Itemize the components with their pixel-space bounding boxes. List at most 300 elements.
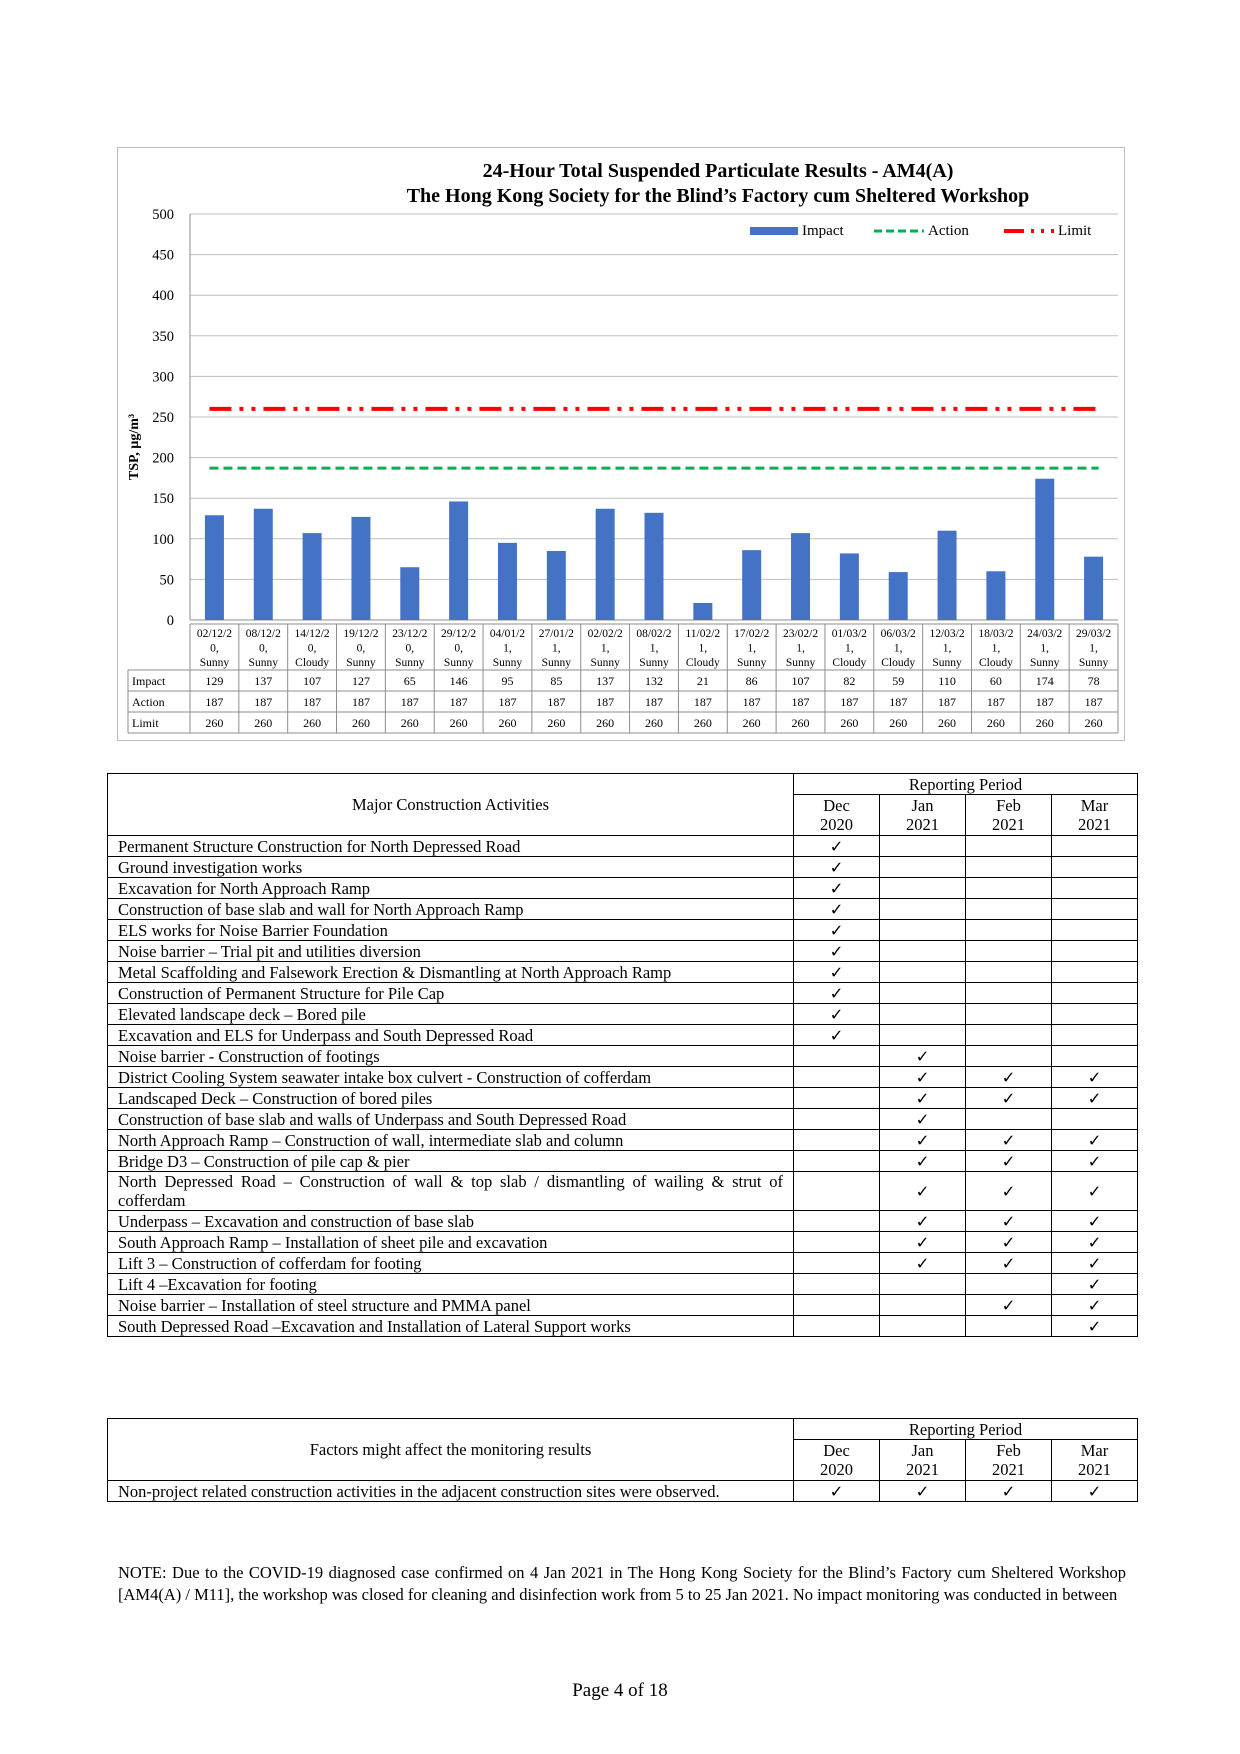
activity-row	[108, 941, 1138, 962]
check-mark: ✓	[1052, 1088, 1138, 1109]
empty-cell	[1052, 1004, 1138, 1025]
activity-row	[108, 836, 1138, 857]
y-tick-label: 200	[152, 450, 174, 467]
impact-bar	[596, 509, 615, 620]
y-tick-label: 450	[152, 247, 174, 264]
empty-cell	[966, 857, 1052, 878]
empty-cell	[880, 941, 966, 962]
empty-cell	[880, 983, 966, 1004]
construction-activities-table	[107, 773, 1138, 1337]
y-tick-label: 0	[166, 613, 174, 629]
check-mark: ✓	[880, 1232, 966, 1253]
data-label: 137	[254, 674, 273, 688]
data-label: 174	[1035, 674, 1054, 688]
check-mark: ✓	[794, 920, 880, 941]
data-label: 187	[889, 695, 908, 709]
tsp-chart	[117, 147, 1125, 741]
impact-bar	[547, 551, 566, 620]
x-category-label: Cloudy	[881, 657, 916, 669]
x-category-label: 1,	[747, 642, 756, 655]
activity-row	[108, 1316, 1138, 1337]
data-label: 59	[892, 674, 905, 688]
x-category-label: 0,	[307, 642, 317, 655]
y-tick-label: 350	[152, 328, 174, 345]
empty-cell	[966, 1025, 1052, 1046]
empty-cell	[794, 1295, 880, 1316]
y-tick-label: 50	[159, 572, 174, 589]
x-category-label: 08/12/2	[245, 628, 281, 640]
x-category-label: 1,	[942, 642, 952, 655]
month-year: 2021	[992, 1460, 1025, 1479]
data-label: 129	[205, 674, 224, 688]
check-mark: ✓	[880, 1151, 966, 1172]
check-mark: ✓	[794, 983, 880, 1004]
check-mark: ✓	[1052, 1295, 1138, 1316]
x-category-label: 02/02/2	[587, 628, 623, 640]
activity-row	[108, 1109, 1138, 1130]
month-name: Dec	[823, 1441, 850, 1460]
activity-name: Elevated landscape deck – Bored pile	[108, 1004, 794, 1025]
month-year: 2021	[1078, 1460, 1111, 1479]
x-category-label: 01/03/2	[831, 628, 867, 640]
data-label: 260	[889, 716, 908, 730]
legend-limit-label: Limit	[1058, 223, 1092, 239]
check-mark: ✓	[880, 1109, 966, 1130]
empty-cell	[880, 836, 966, 857]
empty-cell	[880, 920, 966, 941]
data-label: 187	[351, 695, 370, 709]
check-mark: ✓	[966, 1151, 1052, 1172]
data-label: 260	[400, 716, 419, 730]
y-tick-label: 150	[152, 491, 174, 508]
x-category-label: Sunny	[1078, 657, 1109, 669]
activity-row	[108, 962, 1138, 983]
y-tick-label: 100	[152, 531, 174, 548]
check-mark: ✓	[794, 1004, 880, 1025]
x-category-label: 23/12/2	[392, 628, 428, 640]
activity-name: South Depressed Road –Excavation and Installation of Lateral Support works	[108, 1316, 794, 1337]
activity-name: Noise barrier – Installation of steel structure and PMMA panel	[108, 1295, 794, 1316]
x-category-label: 29/03/2	[1076, 628, 1112, 640]
check-mark: ✓	[794, 941, 880, 962]
data-label: 187	[693, 695, 712, 709]
data-label: 146	[449, 674, 468, 688]
empty-cell	[1052, 1025, 1138, 1046]
activity-name: Underpass – Excavation and construction of base slab	[108, 1211, 794, 1232]
activity-row	[108, 878, 1138, 899]
month-year: 2021	[906, 1460, 939, 1479]
check-mark: ✓	[966, 1481, 1052, 1502]
check-mark: ✓	[880, 1130, 966, 1151]
check-mark: ✓	[1052, 1151, 1138, 1172]
tsp-chart-svg	[118, 148, 1124, 740]
month-header	[1052, 795, 1138, 836]
activity-name: Metal Scaffolding and Falsework Erection & Dismantling at North Approach Ramp	[108, 962, 794, 983]
impact-bar	[1084, 557, 1103, 620]
empty-cell	[966, 1316, 1052, 1337]
check-mark: ✓	[880, 1481, 966, 1502]
data-label: 260	[791, 716, 810, 730]
activity-name: Excavation for North Approach Ramp	[108, 878, 794, 899]
data-label: 85	[550, 674, 563, 688]
impact-bar	[938, 531, 957, 620]
empty-cell	[1052, 941, 1138, 962]
data-label: 260	[205, 716, 224, 730]
month-year: 2021	[906, 815, 939, 834]
empty-cell	[880, 1025, 966, 1046]
activity-name: Permanent Structure Construction for North Depressed Road	[108, 836, 794, 857]
empty-cell	[794, 1067, 880, 1088]
data-label: 260	[547, 716, 566, 730]
data-label: 187	[303, 695, 322, 709]
check-mark: ✓	[966, 1232, 1052, 1253]
check-mark: ✓	[794, 836, 880, 857]
x-category-label: 08/02/2	[636, 628, 672, 640]
data-label: 187	[1084, 695, 1103, 709]
impact-bar	[791, 533, 810, 620]
data-label: 187	[840, 695, 859, 709]
check-mark: ✓	[966, 1253, 1052, 1274]
impact-bar	[303, 533, 322, 620]
impact-bar	[889, 572, 908, 620]
check-mark: ✓	[794, 878, 880, 899]
x-category-label: 1,	[503, 642, 512, 655]
empty-cell	[880, 1274, 966, 1295]
check-mark: ✓	[880, 1088, 966, 1109]
empty-cell	[880, 857, 966, 878]
x-category-label: Sunny	[1030, 657, 1060, 669]
empty-cell	[794, 1274, 880, 1295]
data-label: 187	[205, 695, 224, 709]
empty-cell	[794, 1130, 880, 1151]
empty-cell	[794, 1088, 880, 1109]
empty-cell	[1052, 1109, 1138, 1130]
data-label: 107	[791, 674, 810, 688]
x-category-label: 11/02/2	[685, 628, 721, 640]
x-category-label: 24/03/2	[1027, 628, 1063, 640]
empty-cell	[794, 1151, 880, 1172]
month-name: Jan	[911, 1441, 934, 1460]
data-label: 187	[645, 695, 663, 709]
data-label: 187	[791, 695, 810, 709]
activity-name: South Approach Ramp – Installation of sheet pile and excavation	[108, 1232, 794, 1253]
activity-row	[108, 1067, 1138, 1088]
x-category-label: 23/02/2	[782, 628, 819, 640]
check-mark: ✓	[966, 1067, 1052, 1088]
data-label: 187	[254, 695, 273, 709]
x-category-label: 0,	[210, 642, 219, 655]
check-mark: ✓	[966, 1295, 1052, 1316]
x-category-label: 1,	[552, 642, 561, 655]
check-mark: ✓	[966, 1088, 1052, 1109]
activity-row	[108, 1088, 1138, 1109]
month-year: 2020	[820, 1460, 853, 1479]
x-category-label: Cloudy	[295, 657, 330, 669]
x-category-label: 1,	[845, 642, 854, 655]
check-mark: ✓	[1052, 1274, 1138, 1295]
activity-name: Construction of Permanent Structure for Pile Cap	[108, 983, 794, 1004]
impact-bar	[254, 509, 273, 620]
x-category-label: Sunny	[541, 657, 572, 669]
factor-row	[108, 1481, 1138, 1502]
empty-cell	[794, 1109, 880, 1130]
reporting-period-label: Reporting Period	[794, 774, 1138, 795]
data-label: 137	[596, 674, 615, 688]
impact-bar	[986, 571, 1005, 620]
check-mark: ✓	[1052, 1067, 1138, 1088]
x-category-label: Cloudy	[978, 657, 1013, 669]
impact-bar	[449, 501, 468, 620]
x-category-label: 1,	[1040, 642, 1050, 655]
x-category-label: 04/01/2	[489, 628, 526, 640]
x-category-label: 1,	[600, 642, 610, 655]
check-mark: ✓	[880, 1067, 966, 1088]
empty-cell	[966, 1004, 1052, 1025]
empty-cell	[1052, 878, 1138, 899]
data-label: 187	[742, 695, 761, 709]
impact-bar	[351, 517, 370, 620]
data-label: 78	[1087, 674, 1100, 688]
x-category-label: Sunny	[346, 657, 376, 669]
x-category-label: 1,	[698, 642, 708, 655]
month-name: Feb	[996, 1441, 1021, 1460]
impact-bar	[400, 567, 419, 620]
activity-name: North Approach Ramp – Construction of wall, intermediate slab and column	[108, 1130, 794, 1151]
month-header	[966, 1440, 1052, 1481]
empty-cell	[966, 983, 1052, 1004]
x-category-label: 19/12/2	[343, 628, 379, 640]
impact-bar	[205, 515, 224, 620]
activity-name: District Cooling System seawater intake box culvert - Construction of cofferdam	[108, 1067, 794, 1088]
check-mark: ✓	[966, 1211, 1052, 1232]
y-tick-label: 400	[152, 288, 174, 305]
table-row-label: Action	[132, 695, 165, 709]
page-footer: Page 4 of 18	[572, 1680, 668, 1701]
activity-row	[108, 920, 1138, 941]
data-label: 260	[351, 716, 370, 730]
x-category-label: 1,	[991, 642, 1001, 655]
data-label: 260	[938, 716, 957, 730]
activity-row	[108, 899, 1138, 920]
check-mark: ✓	[880, 1253, 966, 1274]
empty-cell	[966, 1109, 1052, 1130]
data-label: 187	[547, 695, 566, 709]
data-label: 260	[986, 716, 1005, 730]
x-category-label: 1,	[893, 642, 903, 655]
empty-cell	[966, 920, 1052, 941]
check-mark: ✓	[794, 962, 880, 983]
data-label: 82	[843, 674, 856, 688]
impact-bar	[742, 550, 761, 620]
empty-cell	[880, 878, 966, 899]
activity-name: Construction of base slab and walls of Underpass and South Depressed Road	[108, 1109, 794, 1130]
check-mark: ✓	[794, 857, 880, 878]
legend-action-label: Action	[928, 223, 969, 239]
empty-cell	[794, 1172, 880, 1211]
reporting-period-label: Reporting Period	[794, 1419, 1138, 1440]
check-mark: ✓	[1052, 1130, 1138, 1151]
x-category-label: 12/03/2	[929, 628, 965, 640]
activity-row	[108, 1004, 1138, 1025]
data-label: 187	[596, 695, 615, 709]
empty-cell	[966, 1046, 1052, 1067]
empty-cell	[966, 941, 1052, 962]
x-category-label: Sunny	[932, 657, 962, 669]
x-category-label: Sunny	[492, 657, 523, 669]
empty-cell	[794, 1253, 880, 1274]
covid-note: NOTE: Due to the COVID-19 diagnosed case confirmed on 4 Jan 2021 in The Hong Kong Society for the Blind’s Factory cum Sheltered Workshop [AM4(A) / M11], the workshop was closed for cleaning and disinfection work from 5 to 25 Jan 2021. No impact monitoring was conducted in between	[118, 1563, 1126, 1604]
x-category-label: 0,	[405, 642, 415, 655]
activity-name: Landscaped Deck – Construction of bored piles	[108, 1088, 794, 1109]
data-label: 260	[1035, 716, 1054, 730]
activity-name: Noise barrier – Trial pit and utilities diversion	[108, 941, 794, 962]
empty-cell	[1052, 857, 1138, 878]
y-tick-label: 250	[152, 410, 174, 426]
check-mark: ✓	[1052, 1481, 1138, 1502]
activity-name: Noise barrier - Construction of footings	[108, 1046, 794, 1067]
x-category-label: Sunny	[736, 657, 767, 669]
activity-name: Lift 4 –Excavation for footing	[108, 1274, 794, 1295]
activities-header-label: Major Construction Activities	[108, 774, 794, 836]
impact-bar	[1035, 479, 1054, 620]
activity-name: Construction of base slab and wall for North Approach Ramp	[108, 899, 794, 920]
data-label: 127	[351, 674, 370, 688]
data-label: 260	[303, 716, 322, 730]
activity-name: Excavation and ELS for Underpass and South Depressed Road	[108, 1025, 794, 1046]
table-row-label: Limit	[132, 716, 159, 730]
activity-row	[108, 1253, 1138, 1274]
empty-cell	[1052, 1046, 1138, 1067]
empty-cell	[794, 1232, 880, 1253]
data-label: 65	[403, 674, 416, 688]
empty-cell	[1052, 836, 1138, 857]
data-label: 187	[938, 695, 957, 709]
legend-impact-swatch	[750, 227, 798, 235]
x-category-label: 18/03/2	[978, 628, 1014, 640]
month-header	[966, 795, 1052, 836]
month-header	[880, 795, 966, 836]
activity-row	[108, 1295, 1138, 1316]
x-category-label: 27/01/2	[538, 628, 574, 640]
x-category-label: 17/02/2	[734, 628, 770, 640]
empty-cell	[794, 1316, 880, 1337]
activity-name: Bridge D3 – Construction of pile cap & pier	[108, 1151, 794, 1172]
month-year: 2021	[992, 815, 1025, 834]
x-category-label: 0,	[356, 642, 366, 655]
empty-cell	[880, 1316, 966, 1337]
x-category-label: Sunny	[395, 657, 425, 669]
x-category-label: 14/12/2	[294, 628, 330, 640]
chart-title: 24-Hour Total Suspended Particulate Results - AM4(A)	[482, 160, 954, 182]
monitoring-factors-table	[107, 1418, 1138, 1502]
empty-cell	[966, 1274, 1052, 1295]
empty-cell	[966, 962, 1052, 983]
x-category-label: 29/12/2	[441, 628, 477, 640]
check-mark: ✓	[794, 1481, 880, 1502]
empty-cell	[966, 836, 1052, 857]
y-axis-label: TSP, µg/m³	[127, 413, 142, 481]
empty-cell	[794, 1046, 880, 1067]
check-mark: ✓	[880, 1046, 966, 1067]
check-mark: ✓	[1052, 1232, 1138, 1253]
data-label: 86	[745, 674, 758, 688]
factors-header-label: Factors might affect the monitoring results	[108, 1419, 794, 1481]
check-mark: ✓	[794, 1025, 880, 1046]
x-category-label: Sunny	[199, 657, 230, 669]
y-tick-label: 500	[152, 207, 174, 223]
data-label: 60	[989, 674, 1002, 688]
x-category-label: Sunny	[785, 657, 816, 669]
x-category-label: Sunny	[248, 657, 278, 669]
data-label: 21	[696, 674, 709, 688]
month-header	[794, 795, 880, 836]
empty-cell	[1052, 983, 1138, 1004]
activity-row	[108, 1046, 1138, 1067]
activity-row	[108, 983, 1138, 1004]
activity-row	[108, 1151, 1138, 1172]
empty-cell	[966, 878, 1052, 899]
check-mark: ✓	[966, 1172, 1052, 1211]
empty-cell	[880, 962, 966, 983]
data-label: 260	[645, 716, 663, 730]
empty-cell	[1052, 962, 1138, 983]
data-label: 132	[645, 674, 663, 688]
impact-bar	[840, 553, 859, 620]
empty-cell	[794, 1211, 880, 1232]
check-mark: ✓	[1052, 1253, 1138, 1274]
empty-cell	[1052, 920, 1138, 941]
data-label: 95	[501, 674, 514, 688]
activity-row	[108, 1274, 1138, 1295]
factor-text: Non-project related construction activities in the adjacent construction sites were observed.	[108, 1481, 794, 1502]
activity-row	[108, 857, 1138, 878]
activity-row	[108, 1025, 1138, 1046]
check-mark: ✓	[880, 1172, 966, 1211]
month-header	[794, 1440, 880, 1481]
check-mark: ✓	[794, 899, 880, 920]
y-tick-label: 300	[152, 369, 174, 386]
activity-name: Ground investigation works	[108, 857, 794, 878]
x-category-label: Cloudy	[685, 657, 720, 669]
x-category-label: Sunny	[443, 657, 474, 669]
month-name: Mar	[1080, 1441, 1109, 1460]
data-label: 187	[1035, 695, 1054, 709]
impact-bar	[498, 543, 517, 620]
x-category-label: 02/12/2	[196, 628, 232, 640]
x-category-label: 1,	[1089, 642, 1098, 655]
data-label: 187	[986, 695, 1005, 709]
data-label: 187	[400, 695, 419, 709]
empty-cell	[880, 899, 966, 920]
check-mark: ✓	[1052, 1316, 1138, 1337]
x-category-label: Sunny	[590, 657, 620, 669]
month-name: Dec	[823, 796, 850, 815]
data-label: 260	[449, 716, 468, 730]
x-category-label: Cloudy	[832, 657, 867, 669]
activity-name: Lift 3 – Construction of cofferdam for footing	[108, 1253, 794, 1274]
empty-cell	[880, 1004, 966, 1025]
month-header	[1052, 1440, 1138, 1481]
activity-row	[108, 1130, 1138, 1151]
data-label: 260	[498, 716, 517, 730]
check-mark: ✓	[1052, 1211, 1138, 1232]
activity-name: North Depressed Road – Construction of wall & top slab / dismantling of wailing & strut of cofferdam	[108, 1172, 794, 1211]
x-category-label: 06/03/2	[880, 628, 916, 640]
activity-row	[108, 1232, 1138, 1253]
x-category-label: 1,	[796, 642, 805, 655]
data-label: 260	[596, 716, 615, 730]
check-mark: ✓	[966, 1130, 1052, 1151]
